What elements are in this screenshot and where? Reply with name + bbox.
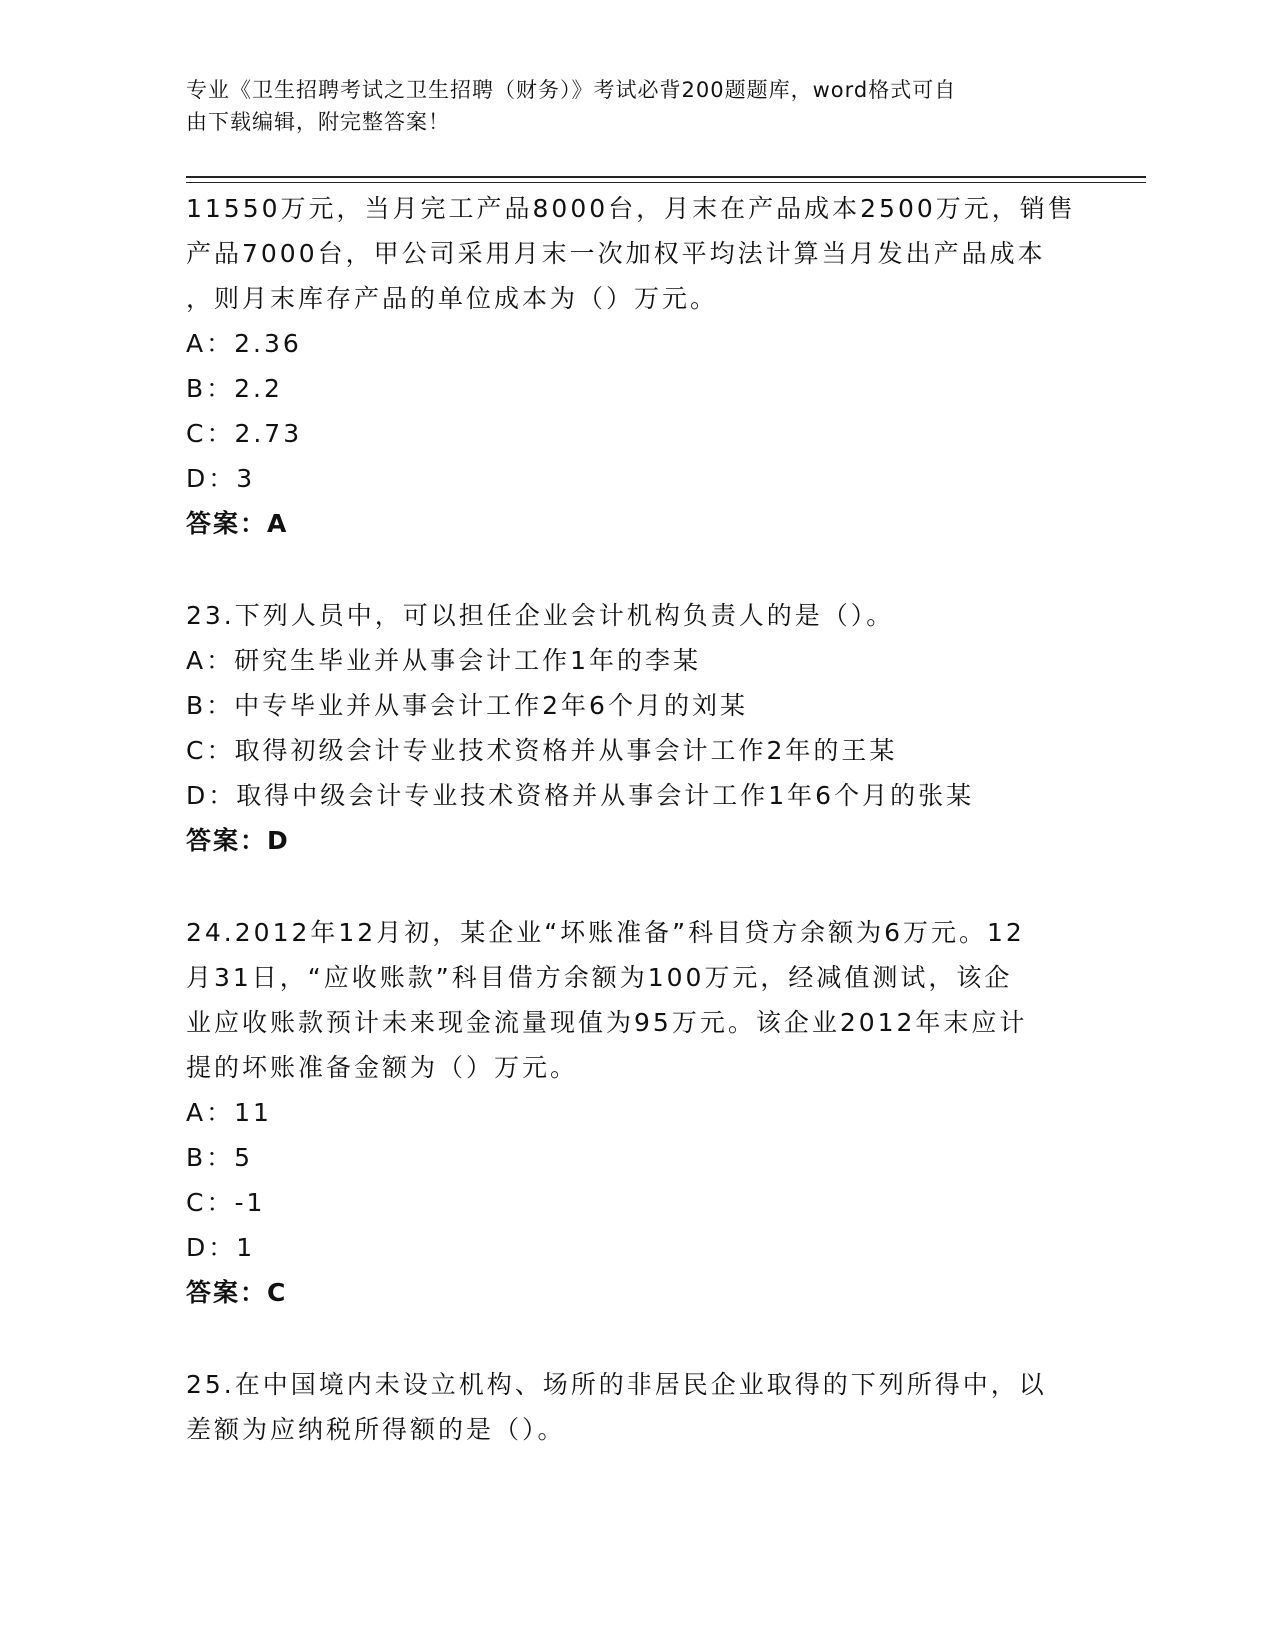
header-divider-thick [186, 176, 1146, 178]
question-text-line: 提的坏账准备金额为（）万元。 [186, 1053, 579, 1082]
option-c: C：2.73 [186, 419, 303, 448]
document-header [186, 74, 1086, 138]
option-d: D：3 [186, 464, 256, 493]
question-list [186, 186, 1086, 1452]
question-25 [186, 1362, 1086, 1452]
option-d: D：取得中级会计专业技术资格并从事会计工作1年6个月的张某 [186, 781, 975, 810]
option-c: C：取得初级会计专业技术资格并从事会计工作2年的王某 [186, 736, 898, 765]
option-b: B：中专毕业并从事会计工作2年6个月的刘某 [186, 691, 748, 720]
option-b: B：2.2 [186, 374, 283, 403]
question-text-line: 11550万元，当月完工产品8000台，月末在产品成本2500万元，销售 [186, 194, 1076, 223]
answer-label: 答案：D [186, 826, 290, 855]
question-text-line: ，则月末库存产品的单位成本为（）万元。 [186, 284, 719, 313]
answer-label: 答案：C [186, 1278, 288, 1307]
question-text-line: 23.下列人员中，可以担任企业会计机构负责人的是（）。 [186, 601, 895, 630]
question-text-line: 月31日，“应收账款”科目借方余额为100万元，经减值测试，该企 [186, 963, 1013, 992]
question-text-line: 24.2012年12月初，某企业“坏账准备”科目贷方余额为6万元。12 [186, 918, 1025, 947]
question-22 [186, 186, 1086, 546]
answer-label: 答案：A [186, 509, 289, 538]
option-b: B：5 [186, 1143, 254, 1172]
header-line-1: 专业《卫生招聘考试之卫生招聘（财务）》考试必背200题题库，word格式可自 [186, 78, 957, 102]
option-d: D：1 [186, 1233, 256, 1262]
question-text-line: 产品7000台，甲公司采用月末一次加权平均法计算当月发出产品成本 [186, 239, 1046, 268]
question-24 [186, 910, 1086, 1315]
option-a: A：11 [186, 1098, 272, 1127]
option-c: C：-1 [186, 1188, 266, 1217]
question-text-line: 25.在中国境内未设立机构、场所的非居民企业取得的下列所得中，以 [186, 1370, 1047, 1399]
option-a: A：2.36 [186, 329, 302, 358]
header-divider-thin [186, 182, 1146, 183]
question-text-line: 业应收账款预计未来现金流量现值为95万元。该企业2012年末应计 [186, 1008, 1028, 1037]
header-line-2: 由下载编辑，附完整答案！ [186, 110, 450, 134]
question-23 [186, 593, 1086, 863]
option-a: A：研究生毕业并从事会计工作1年的李某 [186, 646, 702, 675]
question-text-line: 差额为应纳税所得额的是（）。 [186, 1415, 566, 1444]
